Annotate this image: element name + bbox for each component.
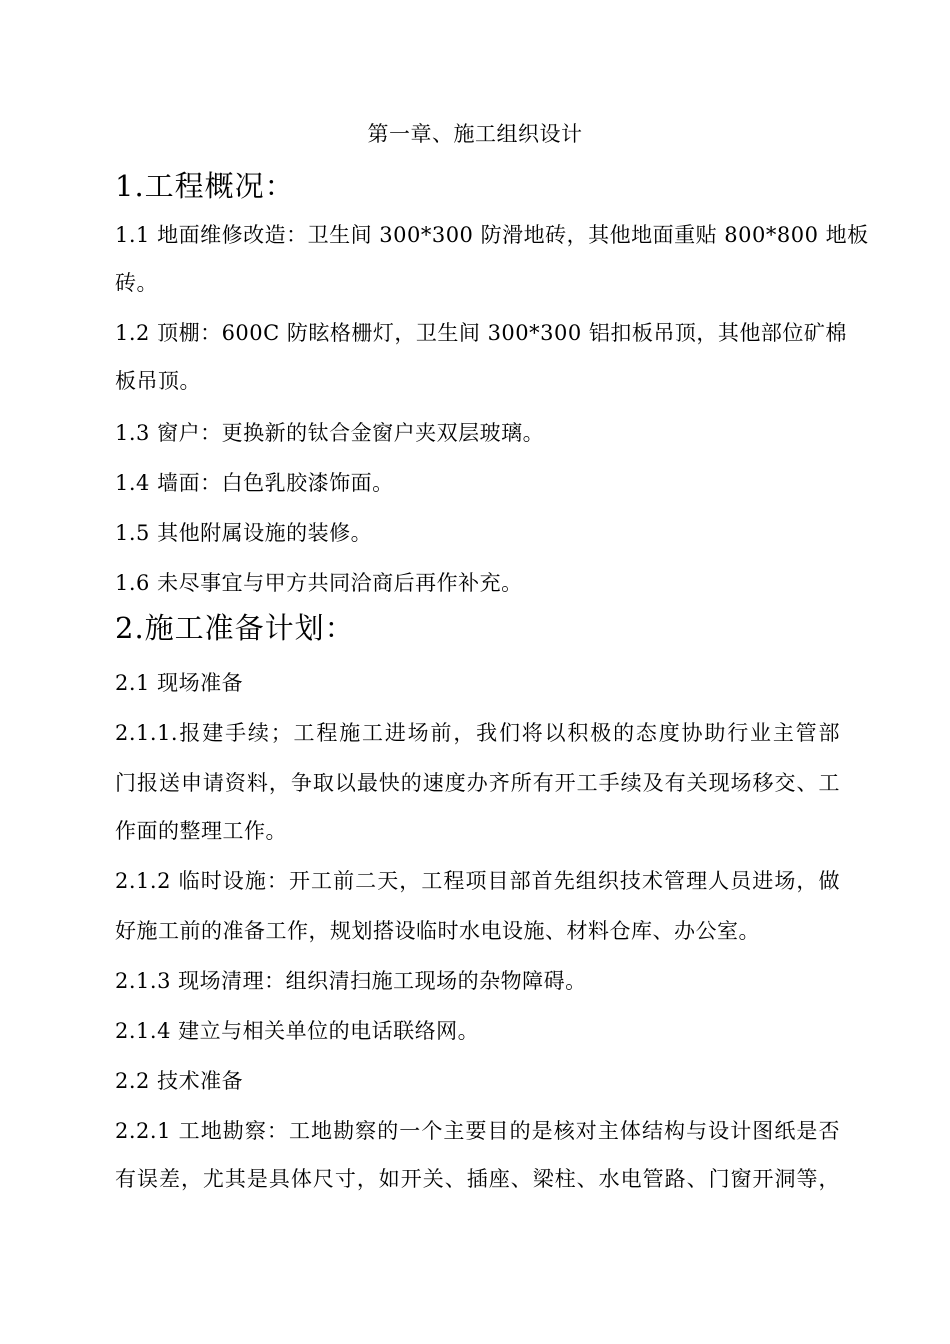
section-heading-preparation: 2.施工准备计划： [115, 611, 355, 645]
paragraph-line: 门报送申请资料，争取以最快的速度办齐所有开工手续及有关现场移交、工 [115, 771, 840, 795]
chapter-title: 第一章、施工组织设计 [367, 122, 583, 146]
subsection-heading: 2.1 现场准备 [115, 671, 244, 695]
paragraph-line: 1.2 顶棚：600C 防眩格栅灯，卫生间 300*300 铝扣板吊顶，其他部位矿棉 [115, 321, 847, 345]
paragraph-line: 砖。 [115, 271, 158, 295]
paragraph-line: 好施工前的准备工作，规划搭设临时水电设施、材料仓库、办公室。 [115, 919, 760, 943]
paragraph-line: 2.2.1 工地勘察：工地勘察的一个主要目的是核对主体结构与设计图纸是否 [115, 1119, 840, 1143]
paragraph-line: 2.1.1.报建手续；工程施工进场前，我们将以积极的态度协助行业主管部 [115, 721, 840, 745]
paragraph-line: 2.1.2 临时设施：开工前二天，工程项目部首先组织技术管理人员进场，做 [115, 869, 840, 893]
paragraph-line: 2.1.3 现场清理：组织清扫施工现场的杂物障碍。 [115, 969, 587, 993]
subsection-heading: 2.2 技术准备 [115, 1069, 244, 1093]
section-heading-overview: 1.工程概况： [115, 169, 295, 203]
paragraph-line: 作面的整理工作。 [115, 819, 287, 843]
paragraph-line: 1.3 窗户：更换新的钛合金窗户夹双层玻璃。 [115, 421, 545, 445]
paragraph-line: 1.4 墙面：白色乳胶漆饰面。 [115, 471, 394, 495]
paragraph-line: 1.5 其他附属设施的装修。 [115, 521, 373, 545]
paragraph-line: 有误差，尤其是具体尺寸，如开关、插座、梁柱、水电管路、门窗开洞等， [115, 1167, 840, 1191]
paragraph-line: 2.1.4 建立与相关单位的电话联络网。 [115, 1019, 480, 1043]
paragraph-line: 板吊顶。 [115, 369, 201, 393]
paragraph-line: 1.6 未尽事宜与甲方共同洽商后再作补充。 [115, 571, 523, 595]
paragraph-line: 1.1 地面维修改造：卫生间 300*300 防滑地砖，其他地面重贴 800*800 地板 [115, 223, 869, 247]
